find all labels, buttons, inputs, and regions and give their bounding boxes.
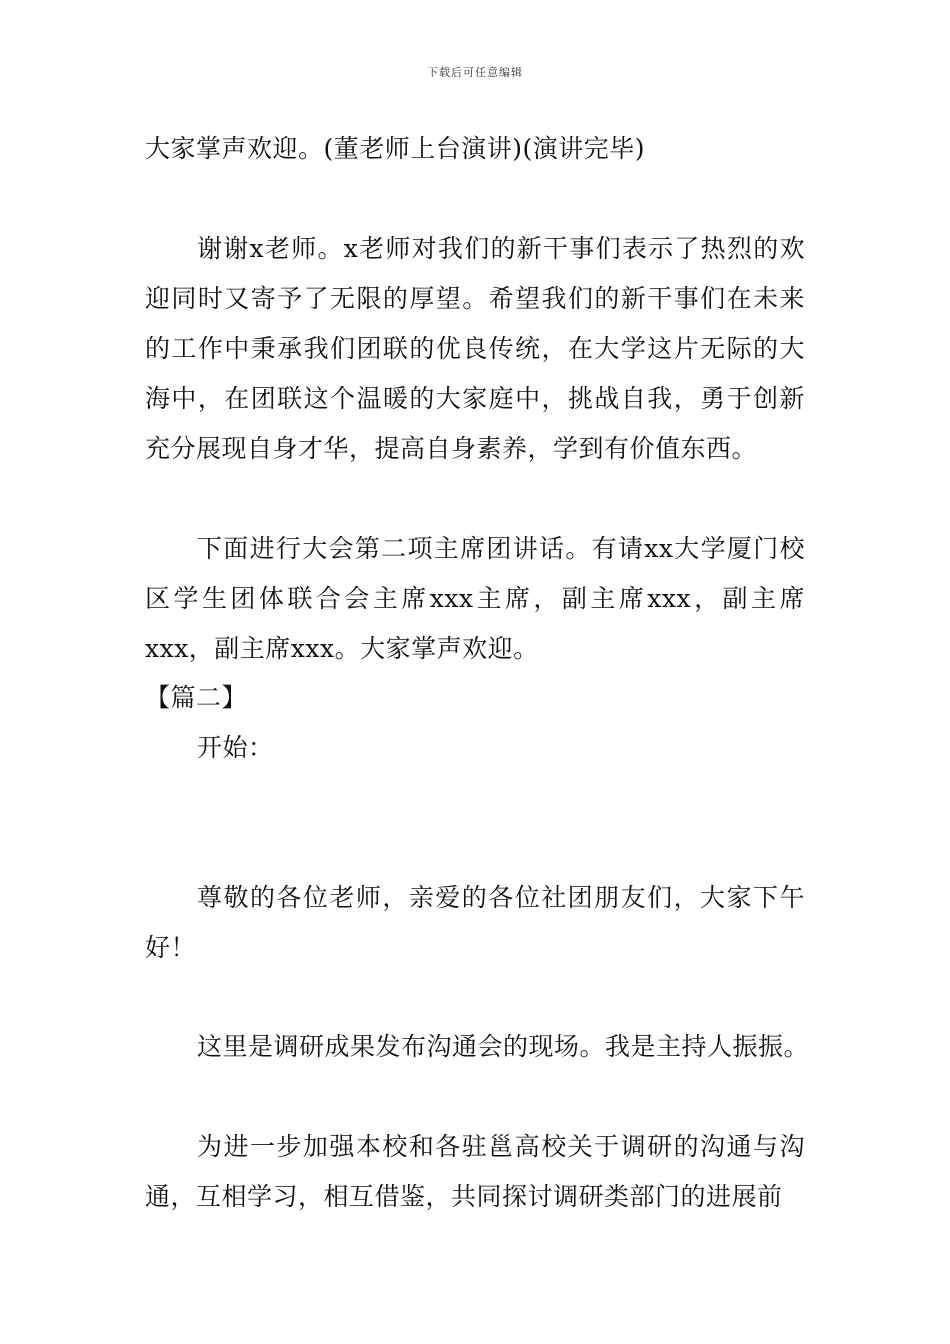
paragraph-greeting: 尊敬的各位老师，亲爱的各位社团朋友们，大家下午好！ bbox=[145, 883, 805, 962]
paragraph-thanks: 谢谢x老师。x老师对我们的新干事们表示了热烈的欢迎同时又寄予了无限的厚望。希望我们的新干事们在未来的工作中秉承我们团联的优良传统，在大学这片无际的大海中，在团联这个温暖的大家庭中，挑战自我，勇于创新充分展现自身才华，提高自身素养，学到有价值东西。 bbox=[145, 234, 805, 463]
paragraph-host-intro: 这里是调研成果发布沟通会的现场。我是主持人振振。 bbox=[197, 1032, 810, 1061]
page-header: 下载后可任意编辑 bbox=[427, 66, 523, 79]
paragraph-presidium-speech: 下面进行大会第二项主席团讲话。有请xx大学厦门校区学生团体联合会主席xxx主席，副主席xxx，副主席xxx，副主席xxx。大家掌声欢迎。 bbox=[145, 534, 805, 663]
paragraph-opening: 开始： bbox=[197, 733, 274, 762]
paragraph-purpose: 为进一步加强本校和各驻邕高校关于调研的沟通与沟通，互相学习，相互借鉴，共同探讨调研类部门的进展前 bbox=[145, 1132, 805, 1211]
paragraph-applause: 大家掌声欢迎。(董老师上台演讲)(演讲完毕) bbox=[145, 134, 646, 163]
section-heading-part-two: 【篇二】 bbox=[145, 683, 248, 712]
